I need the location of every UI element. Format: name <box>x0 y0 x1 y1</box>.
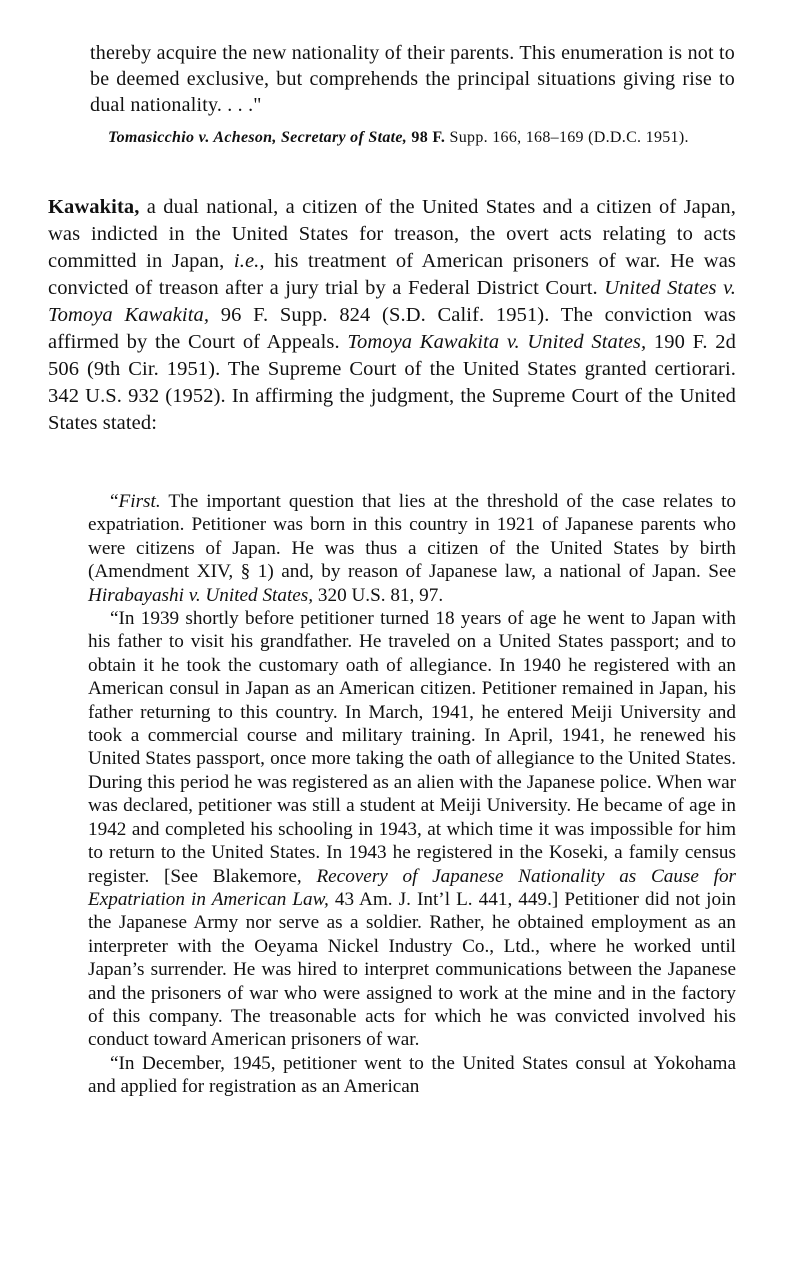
quote-paragraph-third: “In December, 1945, petitioner went to the United States consul at Yokohama and applied for registration as an American <box>88 1052 736 1098</box>
main-paragraph-text-3: 96 F. Supp. 824 (S.D. Calif. 1951). The conviction was affirmed by the Court of Appeals. <box>48 304 737 353</box>
quote-open-mark: “ <box>110 491 119 512</box>
quote-paragraph-second-text-1: “In 1939 shortly before petitioner turned 18 years of age he went to Japan with his father to visit his grandfather. He traveled on a United States passport; and to obtain it he took the customary oath of allegiance. In 1940 he registered with an American consul in Japan as an American citizen. Petitioner remained in Japan, his father returning to this country. In March, 1941, he entered Meiji University and took a commercial course and military training. In April, 1941, he renewed his United States passport, once more taking the oath of allegiance to the United States. During this period he was registered as an alien with the Japanese police. When war was declared, petitioner was still a student at Meiji University. He became of age in 1942 and completed his schooling in 1943, at which time it was impossible for him to return to the United States. In 1943 he registered in the Koseki, a family census register. [See Blakemore, <box>88 608 736 887</box>
case-name-kawakita-appeals: Tomoya Kawakita v. United States, <box>347 331 647 353</box>
article-title-blakemore: Recovery of Japanese Nationality as Cause for Expatriation in American Law, <box>88 865 737 910</box>
quote-first-word: First. <box>118 491 161 512</box>
citation-volume: 98 F. <box>411 129 446 146</box>
quote-paragraph-first-tail: 320 U.S. 81, 97. <box>317 584 444 606</box>
quote-paragraph-second-text-2: 43 Am. J. Int’l L. 441, 449.] Petitioner did not join the Japanese Army nor serve as a soldier. Rather, he obtained employment as an interpreter with the Oeyama Nickel Industry Co., Ltd., where he worked until Japan’s surrender. He was hired to interpret communications between the Japanese and the prisoners of war who were assigned to work at the mine and in the factory of this company. The treasonable acts for which he was convicted involved his conduct toward American prisoners of war. <box>88 888 736 1051</box>
case-name-kawakita-district: United States v. Tomoya Kawakita, <box>48 277 736 326</box>
main-paragraph-ie: i.e., <box>233 250 265 272</box>
citation-case-name: Tomasicchio v. Acheson, Secretary of State, <box>108 129 408 146</box>
supreme-court-quote <box>88 490 736 1099</box>
quote-paragraph-second <box>88 607 736 1052</box>
main-paragraph-text-1: a dual national, a citizen of the United States and a citizen of Japan, was indicted in the United States for treason, the overt acts relating to acts committed in Japan, <box>48 196 736 272</box>
continued-quote-text: thereby acquire the new nationality of their parents. This enumeration is not to be deemed exclusive, but comprehends the principal situations giving rise to dual nationality. . . ." <box>90 42 735 116</box>
main-paragraph <box>48 194 736 437</box>
citation-reference: Supp. 166, 168–169 (D.D.C. 1951). <box>449 129 689 146</box>
case-name-hirabayashi: Hirabayashi v. United States, <box>88 584 314 606</box>
quote-paragraph-first-text: The important question that lies at the threshold of the case relates to expatriation. Petitioner was born in this country in 1921 of Japanese parents who were citizens of Japan. He was thus a citizen of the United States by birth (Amendment XIV, § 1) and, by reason of Japanese law, a national of Japan. See <box>88 491 736 583</box>
quote-paragraph-first <box>88 490 736 607</box>
main-paragraph-text-2: his treatment of American prisoners of war. He was convicted of treason after a jury trial by a Federal District Court. <box>48 250 736 299</box>
main-paragraph-text-4: 190 F. 2d 506 (9th Cir. 1951). The Supreme Court of the United States granted certiorari. 342 U.S. 932 (1952). In affirming the judgment, the Supreme Court of the United States stated: <box>48 331 737 434</box>
case-citation <box>108 126 735 149</box>
main-paragraph-lead: Kawakita, <box>48 196 140 218</box>
